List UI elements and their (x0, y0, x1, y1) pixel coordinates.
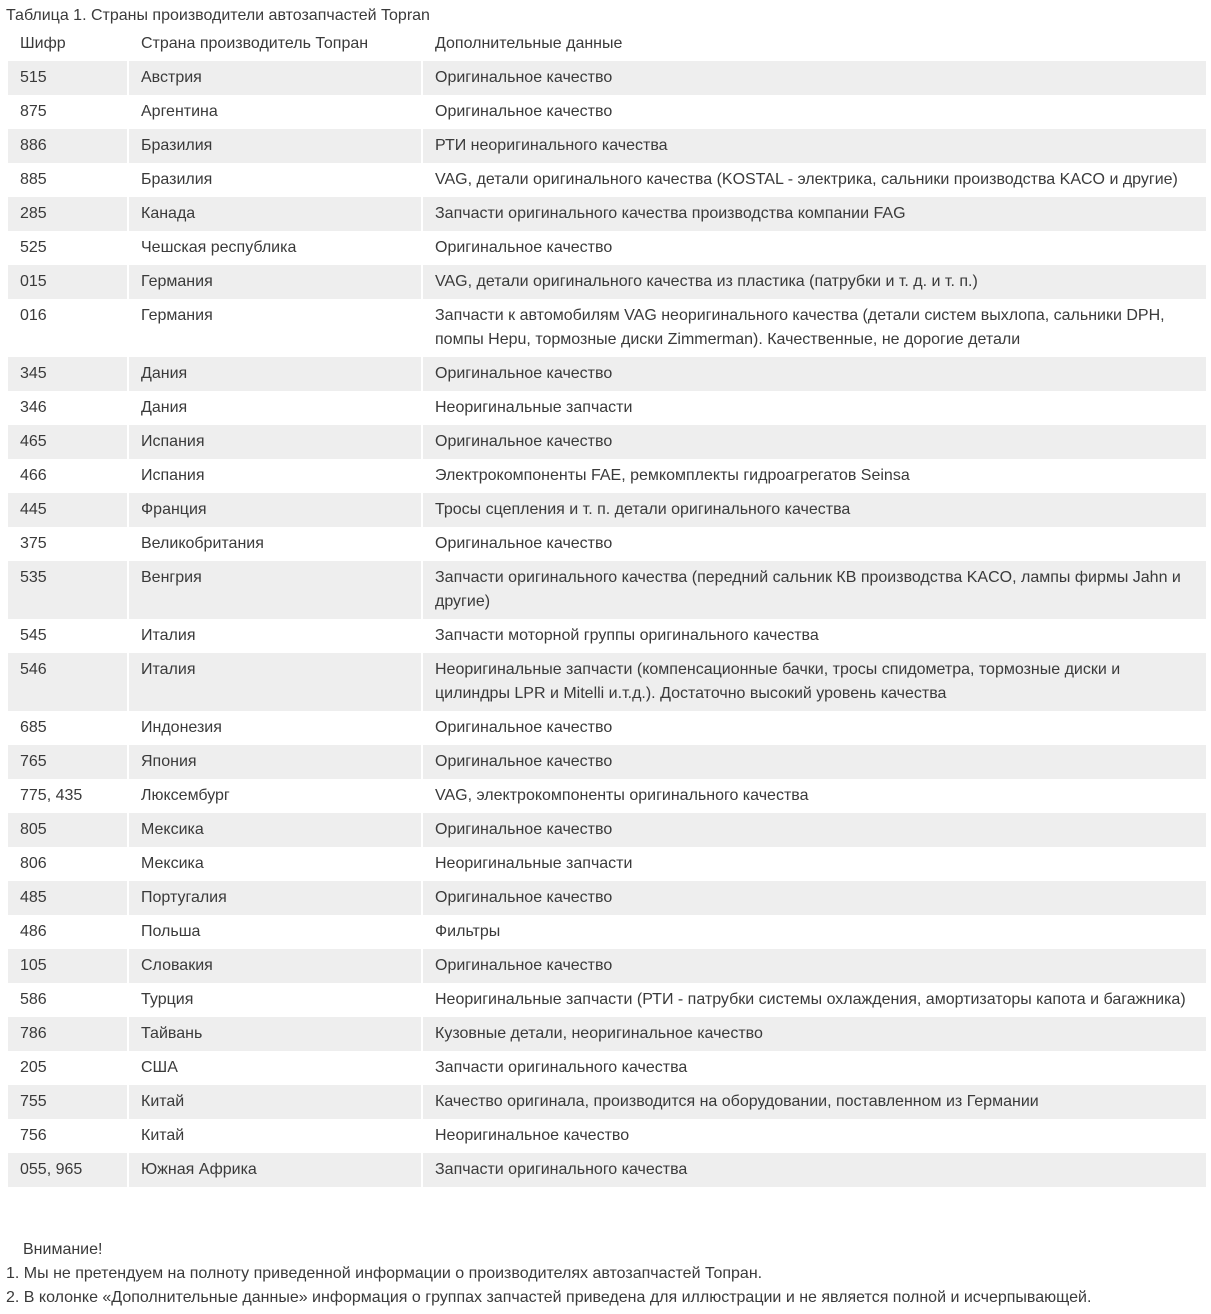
cell-code: 755 (8, 1085, 127, 1119)
table-row (8, 265, 1206, 299)
cell-code: 885 (20, 171, 47, 188)
table-row (8, 711, 1206, 745)
table-row (8, 61, 1206, 95)
cell-code: 466 (20, 467, 47, 484)
cell-code: 055, 965 (8, 1153, 127, 1187)
table-row (8, 949, 1206, 983)
cell-code: 285 (8, 197, 127, 231)
table-row (8, 881, 1206, 915)
cell-country: Китай (141, 1127, 185, 1144)
table-row (8, 197, 1206, 231)
cell-details: Оригинальное качество (423, 745, 1206, 779)
table-row (8, 813, 1206, 847)
cell-country: Австрия (129, 61, 421, 95)
cell-country: Испания (129, 425, 421, 459)
header-country: Страна производитель Топран (129, 27, 421, 61)
cell-code: 806 (20, 855, 47, 872)
cell-country: Мексика (141, 855, 204, 872)
cell-code: 685 (20, 719, 47, 736)
cell-code: 486 (20, 923, 47, 940)
cell-country: Япония (129, 745, 421, 779)
cell-country: США (141, 1059, 178, 1076)
cell-code: 875 (20, 103, 47, 120)
cell-country: Канада (129, 197, 421, 231)
cell-details: Оригинальное качество (423, 813, 1206, 847)
table-row (8, 653, 1206, 711)
table-caption: Таблица 1. Страны производители автозапчастей Topran (6, 7, 430, 24)
table-row (8, 459, 1206, 493)
cell-details: Запчасти оригинального качества (435, 1059, 688, 1076)
cell-details: Оригинальное качество (435, 103, 613, 120)
cell-country: Великобритания (141, 535, 264, 552)
cell-country: Бразилия (141, 171, 213, 188)
table-row (8, 391, 1206, 425)
table-row (8, 129, 1206, 163)
cell-details: Запчасти оригинального качества (передний сальник КВ производства KACO, лампы фирмы Jahn и другие) (423, 561, 1206, 619)
table-row (8, 847, 1206, 881)
producers-table (6, 27, 1208, 1187)
cell-details: Тросы сцепления и т. п. детали оригинального качества (423, 493, 1206, 527)
cell-country: Португалия (129, 881, 421, 915)
table-row (8, 779, 1206, 813)
cell-code: 586 (20, 991, 47, 1008)
table-row (8, 1017, 1206, 1051)
cell-details: Неоригинальные запчасти (435, 399, 633, 416)
table-row (8, 231, 1206, 265)
cell-code: 786 (8, 1017, 127, 1051)
cell-code: 375 (20, 535, 47, 552)
cell-details: Электрокомпоненты FAE, ремкомплекты гидроагрегатов Seinsa (435, 467, 910, 484)
cell-code: 515 (8, 61, 127, 95)
cell-country: Дания (141, 399, 188, 416)
cell-details: Оригинальное качество (423, 61, 1206, 95)
cell-details: Фильтры (435, 923, 501, 940)
table-row (8, 619, 1206, 653)
cell-details: Оригинальное качество (435, 719, 613, 736)
cell-details: VAG, детали оригинального качества из пластика (патрубки и т. д. и т. п.) (423, 265, 1206, 299)
table-row (8, 425, 1206, 459)
cell-code: 765 (8, 745, 127, 779)
cell-country: Чешская республика (141, 239, 297, 256)
cell-code: 345 (8, 357, 127, 391)
cell-code: 756 (20, 1127, 47, 1144)
cell-details: Неоригинальные запчасти (435, 855, 633, 872)
cell-country: Венгрия (129, 561, 421, 619)
cell-details: РТИ неоригинального качества (423, 129, 1206, 163)
cell-code: 016 (20, 307, 47, 324)
cell-code: 525 (20, 239, 47, 256)
cell-country: Бразилия (129, 129, 421, 163)
table-row (8, 915, 1206, 949)
cell-details: Оригинальное качество (435, 535, 613, 552)
cell-code: 546 (8, 653, 127, 711)
cell-details: Запчасти оригинального качества производства компании FAG (423, 197, 1206, 231)
cell-code: 015 (8, 265, 127, 299)
cell-country: Франция (129, 493, 421, 527)
cell-details: Кузовные детали, неоригинальное качество (423, 1017, 1206, 1051)
table-row (8, 527, 1206, 561)
cell-details: Оригинальное качество (423, 357, 1206, 391)
cell-country: Италия (141, 627, 196, 644)
cell-country: Италия (129, 653, 421, 711)
table-header-row (8, 27, 1206, 61)
cell-code: 545 (20, 627, 47, 644)
cell-code: 775, 435 (20, 787, 83, 804)
cell-country: Польша (141, 923, 201, 940)
cell-code: 886 (8, 129, 127, 163)
cell-country: Тайвань (129, 1017, 421, 1051)
cell-details: Неоригинальное качество (435, 1127, 630, 1144)
cell-country: Южная Африка (129, 1153, 421, 1187)
cell-details: Неоригинальные запчасти (РТИ - патрубки системы охлаждения, амортизаторы капота и багажника) (435, 991, 1186, 1008)
table-row (8, 163, 1206, 197)
cell-country: Дания (129, 357, 421, 391)
header-code: Шифр (8, 27, 127, 61)
cell-country: Турция (141, 991, 194, 1008)
cell-details: Оригинальное качество (423, 949, 1206, 983)
notes (6, 1238, 1091, 1310)
cell-details: Запчасти моторной группы оригинального качества (435, 627, 819, 644)
cell-country: Индонезия (141, 719, 222, 736)
cell-details: Запчасти к автомобилям VAG неоригинального качества (детали систем выхлопа, сальники DPH, помпы Hepu, тормозные диски Zimmerman). Качественные, не дорогие детали (435, 307, 1165, 348)
note-2: 2. В колонке «Дополнительные данные» информация о группах запчастей приведена для иллюстрации и не является полной и исчерпывающей. (6, 1289, 1092, 1306)
cell-country: Германия (129, 265, 421, 299)
note-1: 1. Мы не претендуем на полноту приведенной информации о производителях автозапчастей Топран. (6, 1265, 763, 1282)
cell-code: 465 (8, 425, 127, 459)
cell-details: Запчасти оригинального качества (423, 1153, 1206, 1187)
cell-details: Оригинальное качество (423, 425, 1206, 459)
table-row (8, 745, 1206, 779)
table-row (8, 1119, 1206, 1153)
cell-country: Германия (141, 307, 213, 324)
cell-country: Китай (129, 1085, 421, 1119)
table-row (8, 983, 1206, 1017)
cell-code: 485 (8, 881, 127, 915)
cell-code: 805 (8, 813, 127, 847)
table-row (8, 493, 1206, 527)
table-row (8, 561, 1206, 619)
table-row (8, 95, 1206, 129)
warning-label: Внимание! (23, 1241, 103, 1258)
cell-country: Люксембург (141, 787, 230, 804)
cell-code: 105 (8, 949, 127, 983)
cell-details: Неоригинальные запчасти (компенсационные бачки, тросы спидометра, тормозные диски и цилиндры LPR и Mitelli и.т.д.). Достаточно высокий уровень качества (423, 653, 1206, 711)
table-row (8, 357, 1206, 391)
cell-code: 346 (20, 399, 47, 416)
cell-code: 445 (8, 493, 127, 527)
cell-details: Качество оригинала, производится на оборудовании, поставленном из Германии (423, 1085, 1206, 1119)
table-row (8, 1085, 1206, 1119)
table-row (8, 299, 1206, 357)
cell-code: 205 (20, 1059, 47, 1076)
cell-country: Аргентина (141, 103, 218, 120)
cell-country: Мексика (129, 813, 421, 847)
cell-code: 535 (8, 561, 127, 619)
cell-country: Словакия (129, 949, 421, 983)
table-row (8, 1051, 1206, 1085)
cell-details: Оригинальное качество (423, 881, 1206, 915)
cell-details: VAG, детали оригинального качества (KOSTAL - электрика, сальники производства KACO и другие) (435, 171, 1178, 188)
cell-details: VAG, электрокомпоненты оригинального качества (435, 787, 809, 804)
table-row (8, 1153, 1206, 1187)
header-details: Дополнительные данные (423, 27, 1206, 61)
cell-country: Испания (141, 467, 205, 484)
cell-details: Оригинальное качество (435, 239, 613, 256)
